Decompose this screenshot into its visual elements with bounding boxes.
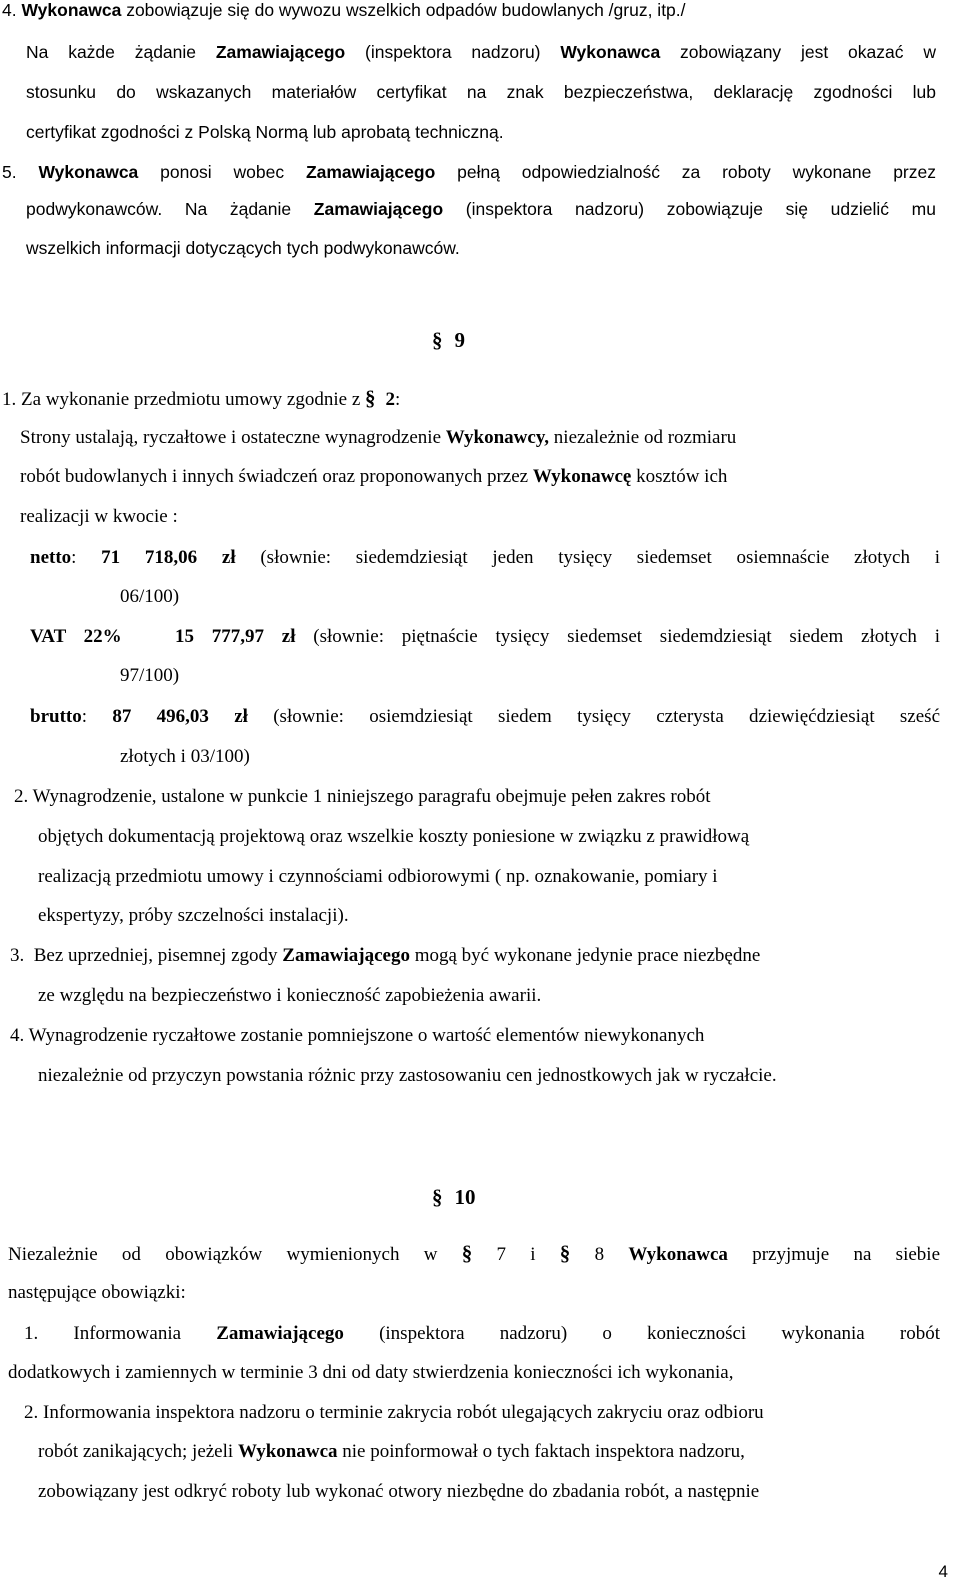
text-run: (słownie: siedemdziesiąt jeden tysięcy siedemset osiemnaście złotych i xyxy=(235,547,940,568)
text-line: ze względu na bezpieczeństwo i konieczność zapobieżenia awarii. xyxy=(38,985,542,1006)
text-run: 3. Bez uprzedniej, pisemnej zgody xyxy=(10,945,283,966)
text-line: 2. Informowania inspektora nadzoru o terminie zakrycia robót ulegających zakryciu oraz odbioru xyxy=(24,1402,764,1423)
amount-value: 87 496,03 zł xyxy=(112,706,248,727)
text-line xyxy=(26,40,936,64)
page-number: 4 xyxy=(938,1562,948,1581)
text-line: stosunku do wskazanych materiałów certyfikat na znak bezpieczeństwa, deklarację zgodności lub xyxy=(26,82,936,102)
text-run: (inspektora nadzoru) o konieczności wykonania robót xyxy=(343,1323,940,1344)
amount-brutto-line xyxy=(30,705,940,729)
text-run: nie poinformował o tych faktach inspektora nadzoru, xyxy=(337,1441,745,1462)
text-line xyxy=(2,386,400,412)
text-run: 1. Informowania xyxy=(24,1323,217,1344)
bold-run: Zamawiającego xyxy=(305,162,436,182)
text-line: realizacją przedmiotu umowy i czynnościami odbiorowymi ( np. oznakowanie, pomiary i xyxy=(38,866,718,887)
text-line: ekspertyzy, próby szczelności instalacji). xyxy=(38,905,349,926)
text-line: 06/100) xyxy=(120,586,180,607)
bold-run: Wykonawca xyxy=(21,0,122,20)
text-line: niezależnie od przyczyn powstania różnic przy zastosowaniu cen jednostkowych jak w ryczałcie. xyxy=(38,1065,777,1086)
text-line xyxy=(24,1322,940,1346)
bold-run: 2 xyxy=(385,389,396,410)
amount-value: 71 718,06 zł xyxy=(101,547,236,568)
text-line: wszelkich informacji dotyczących tych podwykonawców. xyxy=(26,238,460,258)
section-symbol: § xyxy=(365,386,376,410)
text-line: dodatkowych i zamiennych w terminie 3 dni od daty stwierdzenia konieczności ich wykonania, xyxy=(8,1362,734,1383)
text-line xyxy=(20,465,727,489)
text-line: 97/100) xyxy=(120,665,180,686)
section-heading-10 xyxy=(432,1185,476,1210)
bold-run: brutto xyxy=(30,706,82,727)
text-run: mogą być wykonane jedynie prace niezbędne xyxy=(409,945,761,966)
text-run: 1. Za wykonanie przedmiotu umowy zgodnie z xyxy=(2,389,366,410)
text-run: : xyxy=(395,389,401,410)
section-number: 10 xyxy=(454,1185,476,1209)
text-line xyxy=(2,160,936,184)
bold-run: Zamawiającego xyxy=(215,42,346,62)
bold-run: Wykonawca xyxy=(628,1244,728,1265)
bold-run: Wykonawcę xyxy=(532,466,632,487)
text-run: 8 xyxy=(570,1244,629,1265)
text-line: 4. Wynagrodzenie ryczałtowe zostanie pomniejszone o wartość elementów niewykonanych xyxy=(10,1025,705,1046)
text-run: 5. xyxy=(2,162,39,182)
text-run: : xyxy=(81,706,113,727)
text-line: zobowiązany jest odkryć roboty lub wykonać otwory niezbędne do zbadania robót, a następnie xyxy=(38,1481,760,1502)
text-line: 2. Wynagrodzenie, ustalone w punkcie 1 niniejszego paragrafu obejmuje pełen zakres robót xyxy=(14,786,711,807)
section-symbol: § xyxy=(432,1185,443,1209)
text-line: realizacji w kwocie : xyxy=(20,506,178,527)
text-line xyxy=(10,944,760,968)
text-line: następujące obowiązki: xyxy=(8,1282,186,1303)
amount-vat-line xyxy=(30,625,940,649)
text-run: kosztów ich xyxy=(631,466,728,487)
text-run: przyjmuje na siebie xyxy=(727,1244,940,1265)
text-line: objętych dokumentacją projektową oraz wszelkie koszty poniesione w związku z prawidłową xyxy=(38,826,750,847)
text-line xyxy=(8,1241,940,1267)
text-run: (inspektora nadzoru) xyxy=(345,42,561,62)
text-run: : xyxy=(71,547,102,568)
text-run: pełną odpowiedzialność za roboty wykonane przez xyxy=(435,162,936,182)
text-run: robót zanikających; jeżeli xyxy=(38,1441,238,1462)
bold-run: Wykonawca xyxy=(237,1441,338,1462)
text-line xyxy=(2,0,686,22)
bold-run: Wykonawca xyxy=(38,162,139,182)
text-run: zobowiązany jest okazać w xyxy=(660,42,936,62)
bold-run: Zamawiającego xyxy=(216,1323,344,1344)
text-run: ponosi wobec xyxy=(138,162,306,182)
text-run: zobowiązuje się do wywozu wszelkich odpadów budowlanych /gruz, itp./ xyxy=(121,0,686,20)
bold-run: Zamawiającego xyxy=(313,199,444,219)
text-line: certyfikat zgodności z Polską Normą lub aprobatą techniczną. xyxy=(26,122,504,142)
text-run: (słownie: piętnaście tysięcy siedemset siedemdziesiąt siedem złotych i xyxy=(295,626,940,647)
bold-run: Wykonawca xyxy=(560,42,661,62)
bold-run: Wykonawcy, xyxy=(445,427,550,448)
text-run: 7 i xyxy=(472,1244,560,1265)
text-run: Strony ustalają, ryczałtowe i ostateczne wynagrodzenie xyxy=(20,427,446,448)
text-run: Niezależnie od obowiązków wymienionych w xyxy=(8,1244,462,1265)
section-number: 9 xyxy=(454,328,465,352)
section-symbol: § xyxy=(432,328,443,352)
section-symbol: § xyxy=(461,1241,473,1265)
text-line xyxy=(38,1440,745,1464)
text-run: podwykonawców. Na żądanie xyxy=(26,199,314,219)
text-run: (inspektora nadzoru) zobowiązuje się udzielić mu xyxy=(443,199,936,219)
text-run: (słownie: osiemdziesiąt siedem tysięcy czterysta dziewięćdziesiąt sześć xyxy=(247,706,941,727)
text-line: złotych i 03/100) xyxy=(120,746,250,767)
section-symbol: § xyxy=(559,1241,571,1265)
text-run: 4. xyxy=(2,0,22,20)
bold-run: netto xyxy=(30,547,72,568)
text-run: niezależnie od rozmiaru xyxy=(549,427,737,448)
text-line xyxy=(26,197,936,221)
amount-value: VAT 22% 15 777,97 zł xyxy=(30,626,296,647)
text-run: robót budowlanych i innych świadczeń oraz proponowanych przez xyxy=(20,466,533,487)
bold-run: Zamawiającego xyxy=(282,945,410,966)
section-heading-9 xyxy=(432,328,465,353)
text-line xyxy=(20,426,736,450)
text-run: Na każde żądanie xyxy=(26,42,216,62)
amount-netto-line xyxy=(30,546,940,570)
